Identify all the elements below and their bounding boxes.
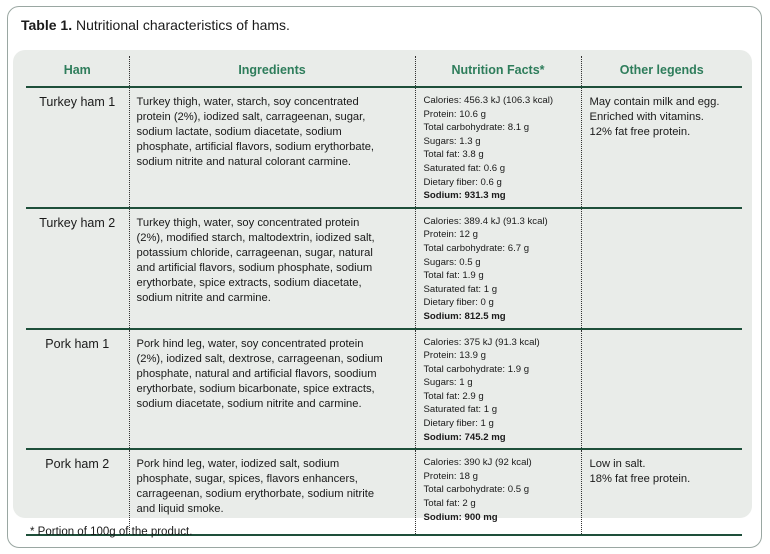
ingredients-line: and artificial flavors, sodium phosphate, sodium <box>136 261 373 274</box>
nutrition-cell <box>415 449 581 535</box>
ingredients-line: and liquid smoke. <box>136 503 224 516</box>
ham-cell <box>26 329 129 450</box>
ingredients-cell <box>129 449 415 535</box>
ingredients-cell <box>129 87 415 208</box>
ingredients-cell <box>129 208 415 329</box>
ingredients-line: potassium chloride, carrageenan, sugar, natural <box>136 246 373 259</box>
other-legend-line: 12% fat free protein. <box>589 126 691 138</box>
nutrition-cell <box>415 329 581 450</box>
header-nutrition-facts: Nutrition Facts* <box>415 56 581 87</box>
nutrition-line: Total fat: 2 g <box>423 498 476 510</box>
ingredients-line: Pork hind leg, water, soy concentrated protein <box>136 337 364 350</box>
ingredients-line: carrageenan, sodium erythorbate, sodium nitrite <box>136 488 375 501</box>
header-other-legends: Other legends <box>619 63 704 77</box>
ingredients-line: protein (2%), iodized salt, carrageenan, sugar, <box>136 111 366 123</box>
ham-name: Pork ham 2 <box>45 457 110 472</box>
ham-name: Pork ham 1 <box>45 336 110 351</box>
table-label: Table 1. <box>21 17 73 33</box>
other-legend-line: Enriched with vitamins. <box>589 111 704 123</box>
table-caption <box>21 17 290 33</box>
ingredients-line: phosphate, artificial flavors, sodium erythorbate, <box>136 141 375 153</box>
table-row <box>26 449 742 535</box>
nutrition-line: Saturated fat: 1 g <box>423 283 498 295</box>
other-legend-line: Low in salt. <box>589 458 646 471</box>
nutrition-line: Calories: 389.4 kJ (91.3 kcal) <box>423 215 548 227</box>
other-legend-line: 18% fat free protein. <box>589 473 691 486</box>
other-legend-line: May contain milk and egg. <box>589 96 720 108</box>
nutrition-line: Calories: 456.3 kJ (106.3 kcal) <box>423 95 554 106</box>
sodium-value: Sodium: 745.2 mg <box>423 431 506 443</box>
ham-cell <box>26 449 129 535</box>
nutrition-line: Total carbohydrate: 6.7 g <box>423 242 530 254</box>
nutrition-line: Total fat: 1.9 g <box>423 270 484 282</box>
table-title: Nutritional characteristics of hams. <box>72 17 290 33</box>
table-row <box>26 87 742 208</box>
header-row <box>26 56 742 87</box>
table-row <box>26 329 742 450</box>
other-legends-cell <box>581 208 742 329</box>
table-row <box>26 208 742 329</box>
nutrition-line: Calories: 390 kJ (92 kcal) <box>423 457 532 469</box>
ingredients-line: sodium nitrite and natural colorant carmine. <box>136 156 352 168</box>
nutrition-line: Sugars: 1 g <box>423 377 473 389</box>
ingredients-line: Turkey thigh, water, starch, soy concentrated <box>136 96 359 108</box>
ham-cell <box>26 87 129 208</box>
nutrition-line: Sugars: 1.3 g <box>423 135 481 147</box>
nutrition-cell <box>415 208 581 329</box>
sodium-value: Sodium: 812.5 mg <box>423 310 506 322</box>
ingredients-line: phosphate, sugar, spices, flavors enhancers, <box>136 473 358 486</box>
nutrition-line: Total fat: 2.9 g <box>423 390 484 402</box>
nutrition-cell <box>415 87 581 208</box>
nutrition-line: Total carbohydrate: 8.1 g <box>423 122 530 134</box>
nutrition-line: Protein: 18 g <box>423 470 478 482</box>
ham-name: Turkey ham 1 <box>39 95 116 109</box>
ingredients-line: sodium diacetate, sodium nitrite and carmine. <box>136 397 362 410</box>
nutrition-line: Calories: 375 kJ (91.3 kcal) <box>423 336 540 348</box>
nutrition-line: Dietary fiber: 0.6 g <box>423 176 502 188</box>
footnote: * Portion of 100g of the product. <box>30 526 193 538</box>
nutrition-line: Protein: 13.9 g <box>423 350 486 362</box>
ingredients-line: phosphate, natural and artificial flavors, soodium <box>136 367 377 380</box>
ingredients-line: Pork hind leg, water, iodized salt, sodium <box>136 458 340 471</box>
nutrition-line: Saturated fat: 1 g <box>423 404 498 416</box>
header-ingredients: Ingredients <box>129 56 415 87</box>
nutrition-line: Dietary fiber: 0 g <box>423 297 494 309</box>
ingredients-line: (2%), modified starch, maltodextrin, iodized salt, <box>136 231 375 244</box>
sodium-value: Sodium: 900 mg <box>423 511 498 523</box>
ingredients-line: (2%), iodized salt, dextrose, carrageenan, sodium <box>136 352 383 365</box>
nutrition-line: Dietary fiber: 1 g <box>423 418 494 430</box>
ingredients-line: erythorbate, sodium bicarbonate, spice extracts, <box>136 382 375 395</box>
other-legends-cell <box>581 329 742 450</box>
nutrition-table <box>26 56 742 536</box>
nutrition-line: Protein: 10.6 g <box>423 108 486 120</box>
nutrition-line: Total carbohydrate: 1.9 g <box>423 363 530 375</box>
ingredients-line: Turkey thigh, water, soy concentrated protein <box>136 216 360 229</box>
nutrition-line: Total carbohydrate: 0.5 g <box>423 484 530 496</box>
other-legends-cell <box>581 87 742 208</box>
nutrition-line: Saturated fat: 0.6 g <box>423 162 506 174</box>
ingredients-line: sodium lactate, sodium diacetate, sodium <box>136 126 342 138</box>
ingredients-cell <box>129 329 415 450</box>
ham-cell <box>26 208 129 329</box>
nutrition-line: Total fat: 3.8 g <box>423 149 484 161</box>
ingredients-line: erythorbate, spice extracts, sodium diacetate, <box>136 276 362 289</box>
nutrition-line: Sugars: 0.5 g <box>423 256 481 268</box>
ingredients-line: sodium nitrite and carmine. <box>136 291 271 304</box>
other-legends-cell <box>581 449 742 535</box>
header-ham: Ham <box>26 56 129 87</box>
nutrition-line: Protein: 12 g <box>423 229 478 241</box>
sodium-value: Sodium: 931.3 mg <box>423 190 506 202</box>
ham-name: Turkey ham 2 <box>39 215 116 230</box>
